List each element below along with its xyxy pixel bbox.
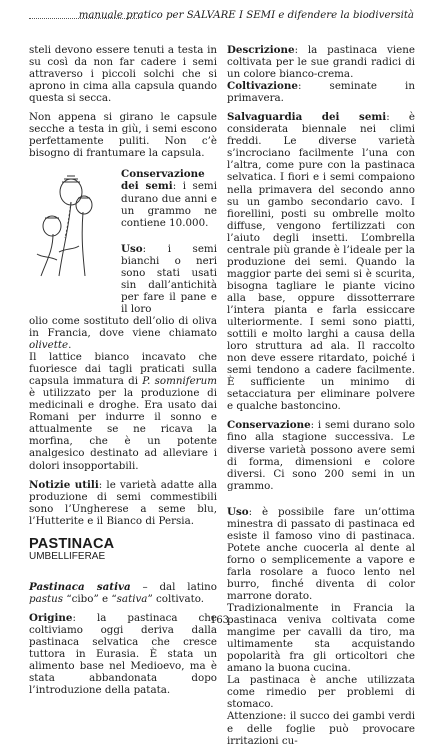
paragraph: Non appena si girano le capsule secche a testa in giù, i semi escono perfettamente puliti. Non c’è bisogno di frantumare la capsula. <box>29 111 217 160</box>
paragraph: La pastinaca è anche utilizzata come rimedio per problemi di stomaco. <box>227 674 415 711</box>
poppy-figure-row <box>29 168 217 315</box>
paragraph: Tradizionalmente in Francia la pastinaca veniva coltivata come mangime per cavalli da tiro, ma ultimamente sta acquistando popolarità fra gli orticoltori che amano la buona cucina. <box>227 602 415 675</box>
right-column <box>227 44 415 747</box>
plant-family: UMBELLIFERAE <box>29 550 106 562</box>
paragraph: Origine: la pastinaca che coltiviamo oggi deriva dalla pastinaca selvatica che cresce tuttora in Eurasia. È stata un alimento base nel Medioevo, ma è stata abbandonata dopo l’introduzione della patata. <box>29 611 217 697</box>
conservation-text: : i semi durano due anni e un grammo ne contiene 10.000. <box>121 180 217 229</box>
running-header <box>29 10 414 26</box>
paragraph: Salvaguardia dei semi: è considerata biennale nei climi freddi. Le diverse varietà s’incrociano facilmente l’una con l’altra, come pure con la pastinaca selvatica. I fiori e i semi compaiono nella primavera del secondo anno su un gambo secondario cavo. I fiorellini, posti su ombrelle molto diffuse, vengono fertilizzati con l’aiuto degli insetti. L’ombrella centrale più grande è l’ideale per la produzione dei semi. Quando la maggior parte dei semi si è scurita, bisogna tagliare le piante vicino alla base, oppure dissotterrare l’intera pianta e farla essiccare ulteriormente. I semi sono piatti, sottili e molto larghi a causa della loro struttura ad ala. Il raccolto non deve essere ritardato, poiché i semi tendono a cadere facilmente. È sufficiente un minimo di setacciatura per eliminare polvere e qualche bastoncino. <box>227 111 415 413</box>
conservation-label: Conservazione dei semi <box>121 168 205 193</box>
uso-paragraph <box>121 243 217 315</box>
paragraph: olio come sostituto dell’olio di oliva in Francia, dove viene chiamato olivette. <box>29 314 217 352</box>
paragraph: Uso: è possibile fare un’ottima minestra di passato di pastinaca ed esiste il famoso vino di pastinaca. Potete anche cuocerla al dente al forno o semplicemente a vapore e farla rosolare a fuoco lento nel burro, finché diventa di color marrone dorato. <box>227 505 415 603</box>
header-title: manuale pratico per SALVARE I SEMI e difendere la biodiversità <box>78 10 414 21</box>
poppy-side-text <box>121 168 217 315</box>
paragraph: Attenzione: il succo dei gambi verdi e delle foglie può provocare irritazioni cu- <box>227 710 415 747</box>
page-number: 163 <box>209 615 230 626</box>
paragraph: Coltivazione: seminate in primavera. <box>227 80 415 105</box>
poppy-capsule-illustration <box>29 168 115 278</box>
paragraph: steli devono essere tenuti a testa in su così da non far cadere i semi attraverso i piccoli solchi che si aprono in cima alla capsula quando questa si secca. <box>29 44 217 105</box>
paragraph: Descrizione: la pastinaca viene coltivata per le sue grandi radici di un colore bianco-crema. <box>227 44 415 81</box>
section-title: PASTINACA <box>29 535 115 552</box>
paragraph: Conservazione: i semi durano solo fino alla stagione successiva. Le diverse varietà possono avere semi di forma, dimensioni e colore diversi. Ci sono 200 semi in un grammo. <box>227 419 415 492</box>
uso-label: Uso <box>121 242 143 255</box>
paragraph: Pastinaca sativa – dal latino pastus “cibo” e “sativa” coltivato. <box>29 580 217 605</box>
paragraph: Notizie utili: le varietà adatte alla produzione di semi commestibili sono l’Ungherese a seme blu, l’Hutterite e il Bianco di Persia. <box>29 478 218 527</box>
left-column <box>29 44 217 703</box>
paragraph: Il lattice bianco incavato che fuoriesce dai tagli praticati sulla capsula immatura di P. somniferum è utilizzato per la produzione di medicinali e droghe. Era usato dai Romani per indurre il sonno e attualmente se ne ricava la morfina, che è un potente analgesico destinato ad alleviare i dolori insopportabili. <box>29 351 217 472</box>
conservation-paragraph <box>121 168 217 228</box>
uso-text: : i semi bianchi o neri sono stati usati sin dall’antichità per fare il pane e il loro <box>121 242 217 315</box>
